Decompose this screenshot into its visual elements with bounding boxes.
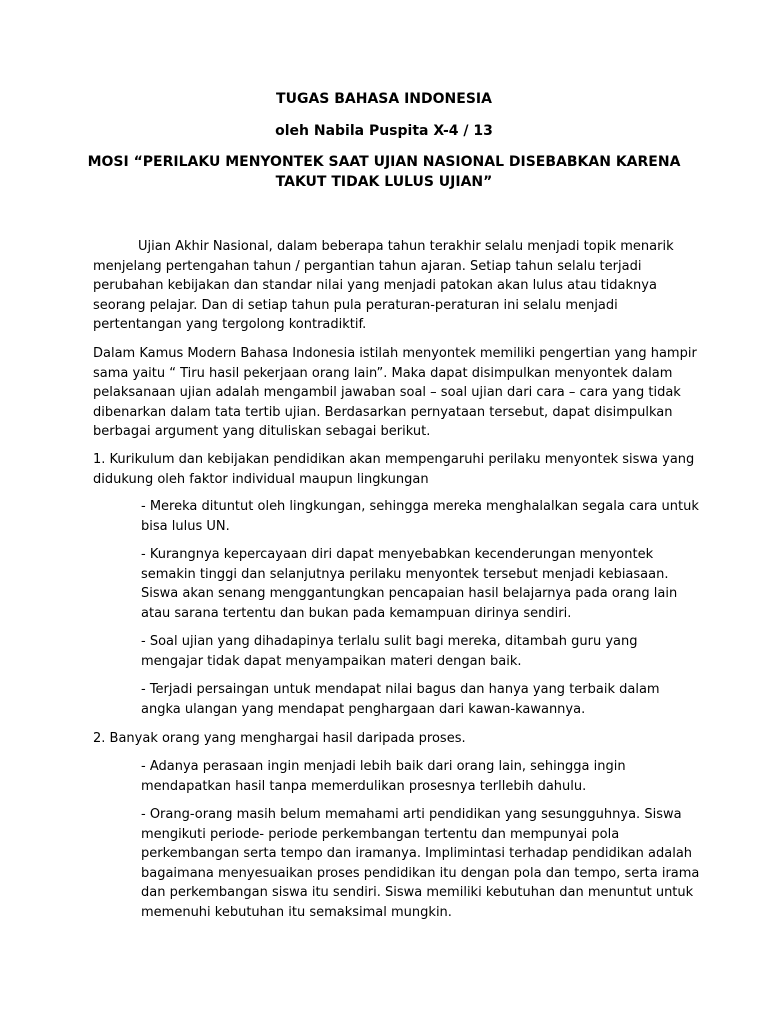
argument-point-1-sub-b: [141, 545, 677, 623]
text-line: Ujian Akhir Nasional, dalam beberapa tahun terakhir selalu menjadi topik menarik: [138, 239, 674, 254]
text-line: semakin tinggi dan selanjutnya perilaku menyontek tersebut menjadi kebiasaan.: [141, 566, 669, 582]
text-line: mendapatkan hasil tanpa memerdulikan prosesnya terllebih dahulu.: [141, 778, 587, 794]
argument-point-1-sub-d: [141, 680, 660, 719]
text-line: seorang pelajar. Dan di setiap tahun pula peraturan-peraturan ini selalu menjadi: [93, 297, 618, 313]
text-line: perkembangan serta tempo dan iramanya. Implimintasi terhadap pendidikan adalah: [141, 846, 693, 862]
text-line: - Adanya perasaan ingin menjadi lebih baik dari orang lain, sehingga ingin: [141, 759, 626, 774]
text-line: menjelang pertengahan tahun / pergantian tahun ajaran. Setiap tahun selalu terjadi: [93, 258, 642, 274]
text-line: 2. Banyak orang yang menghargai hasil daripada proses.: [93, 731, 466, 746]
text-line: - Orang-orang masih belum memahami arti pendidikan yang sesungguhnya. Siswa: [141, 807, 682, 822]
motion-line: MOSI “PERILAKU MENYONTEK SAAT UJIAN NASIONAL DISEBABKAN KARENA: [87, 154, 681, 170]
text-line: berbagai argument yang dituliskan sebagai berikut.: [93, 424, 431, 440]
text-line: dibenarkan dalam tata tertib ujian. Berdasarkan pernyataan tersebut, dapat disimpulkan: [93, 404, 673, 420]
argument-point-2-sub-b: [141, 805, 699, 923]
text-line: bagaimana menyesuaikan proses pendidikan itu dengan pola dan tempo, serta irama: [141, 865, 700, 881]
text-line: mengikuti periode- periode perkembangan tertentu dan mempunyai pola: [141, 826, 620, 842]
motion-line: TAKUT TIDAK LULUS UJIAN”: [275, 174, 493, 190]
text-line: dan perkembangan siswa itu sendiri. Siswa memiliki kebutuhan dan menuntut untuk: [141, 885, 694, 901]
text-line: mengajar tidak dapat menyampaikan materi dengan baik.: [141, 653, 522, 669]
paragraph-intro: [93, 237, 674, 335]
text-line: angka ulangan yang mendapat penghargaan dari kawan-kawannya.: [141, 701, 586, 717]
text-line: 1. Kurikulum dan kebijakan pendidikan akan mempengaruhi perilaku menyontek siswa yang: [93, 452, 695, 467]
text-line: - Mereka dituntut oleh lingkungan, sehingga mereka menghalalkan segala cara untuk: [141, 499, 699, 514]
text-line: memenuhi kebutuhan itu semaksimal mungkin.: [141, 904, 452, 920]
argument-point-1-sub-c: [141, 632, 637, 671]
motion-heading: [0, 152, 768, 192]
author-line: oleh Nabila Puspita X-4 / 13: [275, 123, 493, 139]
argument-point-2: [93, 729, 466, 749]
text-line: Dalam Kamus Modern Bahasa Indonesia istilah menyontek memiliki pengertian yang hampir: [93, 346, 697, 361]
argument-point-1: [93, 450, 694, 489]
text-line: - Terjadi persaingan untuk mendapat nilai bagus dan hanya yang terbaik dalam: [141, 682, 660, 697]
text-line: Siswa akan senang menggantungkan pencapaian hasil belajarnya pada orang lain: [141, 586, 678, 602]
argument-point-2-sub-a: [141, 757, 626, 796]
document-title: TUGAS BAHASA INDONESIA: [276, 91, 492, 107]
text-line: didukung oleh faktor individual maupun lingkungan: [93, 471, 429, 487]
argument-point-1-sub-a: [141, 497, 699, 536]
text-line: atau sarana tertentu dan bukan pada kemampuan dirinya sendiri.: [141, 605, 572, 621]
text-line: pertentangan yang tergolong kontradiktif.: [93, 317, 367, 333]
text-line: - Soal ujian yang dihadapinya terlalu sulit bagi mereka, ditambah guru yang: [141, 634, 638, 649]
text-line: perubahan kebijakan dan standar nilai yang menjadi patokan akan lulus atau tidaknya: [93, 278, 657, 294]
text-line: bisa lulus UN.: [141, 518, 230, 534]
paragraph-definition: [93, 344, 697, 442]
text-line: sama yaitu “ Tiru hasil pekerjaan orang lain”. Maka dapat disimpulkan menyontek dalam: [93, 365, 673, 381]
text-line: pelaksanaan ujian adalah mengambil jawaban soal – soal ujian dari cara – cara yang tidak: [93, 385, 681, 401]
text-line: - Kurangnya kepercayaan diri dapat menyebabkan kecenderungan menyontek: [141, 547, 654, 562]
